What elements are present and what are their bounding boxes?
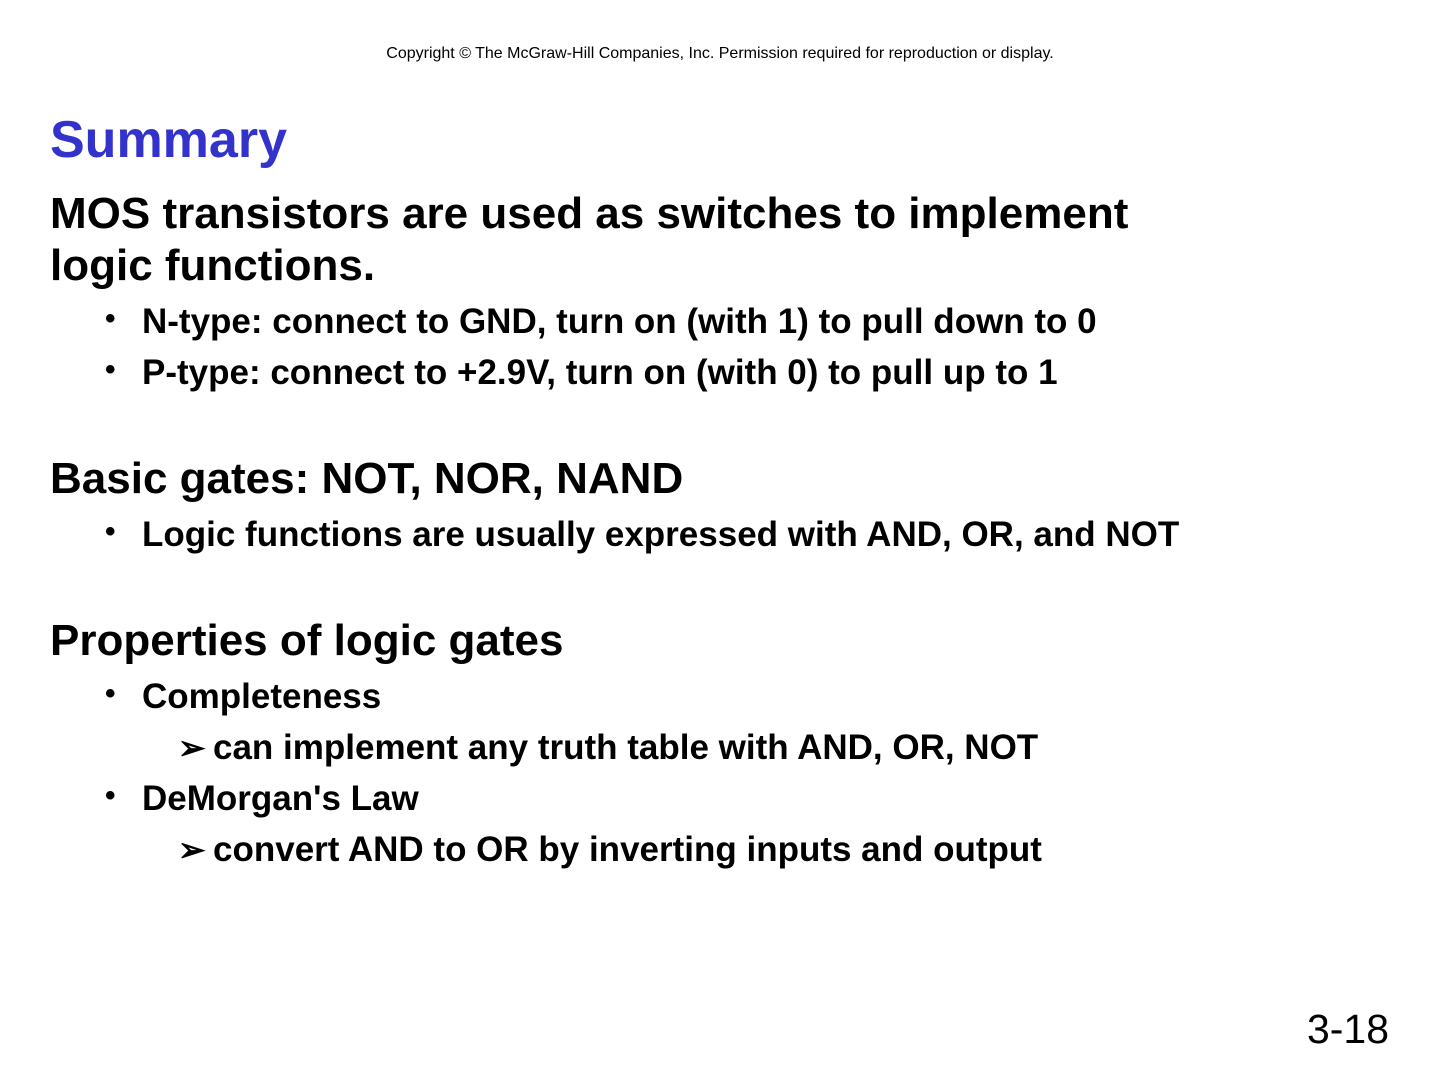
point-properties: Properties of logic gates xyxy=(50,616,564,665)
slide-title: Summary xyxy=(50,111,287,169)
bullet-completeness xyxy=(50,671,1390,722)
bullet-text: DeMorgan's Law xyxy=(142,779,419,818)
point-basic-gates: Basic gates: NOT, NOR, NAND xyxy=(50,454,684,503)
bullet-dot-icon: • xyxy=(105,779,116,812)
bullet-dot-icon: • xyxy=(105,302,116,335)
bullet-dot-icon: • xyxy=(105,515,116,548)
point-mos-transistors xyxy=(50,188,1390,292)
bullet-dot-icon: • xyxy=(105,677,116,710)
slide-number: 3-18 xyxy=(1306,1006,1389,1052)
bullet-n-type xyxy=(50,296,1390,347)
point-heading-line-1: MOS transistors are used as switches to implement xyxy=(50,189,1129,238)
bullet-logic-functions xyxy=(50,509,1390,560)
bullet-text: P-type: connect to +2.9V, turn on (with 0) to pull up to 1 xyxy=(142,353,1058,392)
copyright-notice: Copyright © The McGraw-Hill Companies, Inc. Permission required for reproduction or display. xyxy=(386,45,1054,62)
bullet-text: N-type: connect to GND, turn on (with 1) to pull down to 0 xyxy=(142,302,1097,341)
bullet-text: Logic functions are usually expressed with AND, OR, and NOT xyxy=(142,515,1180,554)
slide-content xyxy=(50,188,1390,875)
sub-bullet-demorgan xyxy=(50,824,1390,875)
point-heading-line-2: logic functions. xyxy=(50,241,376,290)
sub-bullet-text: can implement any truth table with AND, OR, NOT xyxy=(213,728,1039,767)
bullet-demorgan xyxy=(50,773,1390,824)
bullet-dot-icon: • xyxy=(105,353,116,386)
sub-bullet-completeness xyxy=(50,722,1390,773)
bullet-text: Completeness xyxy=(142,677,382,716)
arrow-bullet-icon: ➢ xyxy=(178,831,206,868)
arrow-bullet-icon: ➢ xyxy=(178,729,206,766)
sub-bullet-text: convert AND to OR by inverting inputs and output xyxy=(213,830,1042,869)
bullet-p-type xyxy=(50,347,1390,398)
